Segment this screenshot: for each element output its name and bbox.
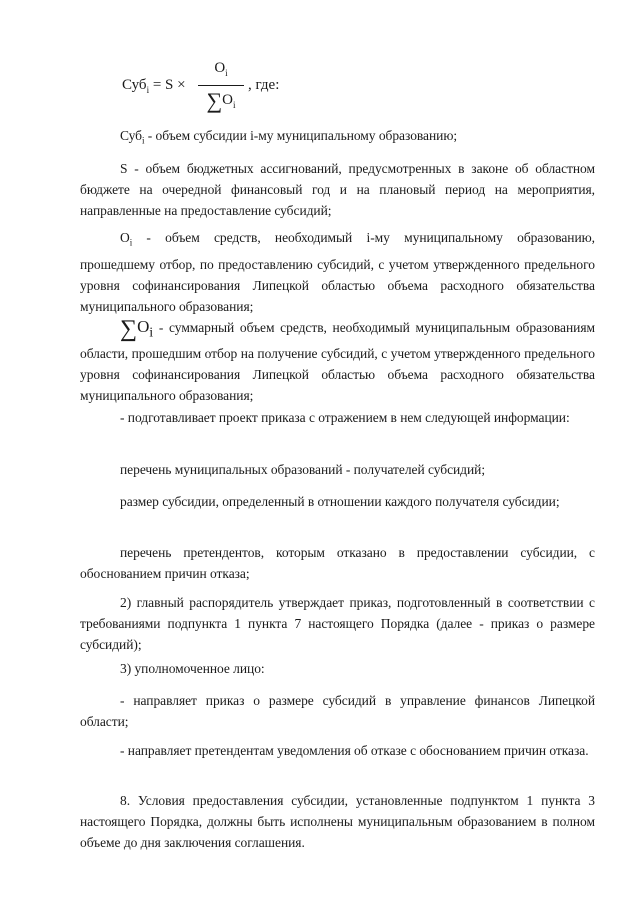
formula-lhs: Суб$_i$ = S ×	[122, 77, 186, 95]
formula-numerator: $O_i$	[214, 60, 228, 78]
paragraph-send-notices: - направляет претендентам уведомления об отказе с обоснованием причин отказа.	[120, 743, 589, 758]
paragraph-prepare-order: - подготавливает проект приказа с отражением в нем следующей информации:	[120, 410, 570, 425]
paragraph-s-definition: S - объем бюджетных ассигнований, предусмотренных в законе об областном бюджете на очередной финансовый год и на плановый период на мероприятия, направленные на предоставление субсидий;	[80, 161, 595, 218]
formula-denominator: $\sum O_i$	[206, 88, 236, 113]
paragraph-item-8: 8. Условия предоставления субсидии, установленные подпунктом 1 пункта 3 настоящего Порядка, должны быть исполнены муниципальным образованием в полном объеме до дня заключения соглашения.	[80, 793, 595, 850]
paragraph-recipients-list: перечень муниципальных образований - получателей субсидий;	[120, 462, 486, 477]
paragraph-sum-oi-definition: $\sum O_i$ - суммарный объем средств, необходимый муниципальным образованиям области, прошедшим отбор на получение субсидий, с учетом утвержденного предельного уровня софинансирования Липецкой областью объема расходного обязательства муниципального образования;	[80, 316, 595, 404]
paragraph-oi-definition: $O_i$ - объем средств, необходимый i-му муниципальному образованию, прошедшему отбор, по предоставлению субсидий, с учетом утвержденного предельного уровня софинансирования Липецкой областью объема расходного обязательства муниципального образования;	[80, 230, 595, 314]
subsidy-formula	[122, 60, 322, 113]
paragraph-item-3: 3) уполномоченное лицо:	[120, 661, 265, 676]
paragraph-sub-definition: Суб$_i$ - объем субсидии i-му муниципальному образованию;	[120, 128, 458, 146]
formula-fraction	[198, 60, 244, 113]
fraction-bar	[198, 85, 244, 86]
sigma-symbol: ∑	[120, 316, 138, 342]
sigma-symbol: ∑	[206, 88, 223, 113]
paragraph-rejected-list: перечень претендентов, которым отказано в предоставлении субсидии, с обоснованием причин отказа;	[80, 545, 595, 581]
paragraph-subsidy-size: размер субсидии, определенный в отношении каждого получателя субсидии;	[120, 494, 560, 509]
formula-tail: , где:	[248, 77, 280, 93]
paragraph-item-2: 2) главный распорядитель утверждает приказ, подготовленный в соответствии с требованиями подпункта 1 пункта 7 настоящего Порядка (далее - приказ о размере субсидий);	[80, 595, 595, 652]
paragraph-send-order: - направляет приказ о размере субсидий в управление финансов Липецкой области;	[80, 693, 595, 729]
